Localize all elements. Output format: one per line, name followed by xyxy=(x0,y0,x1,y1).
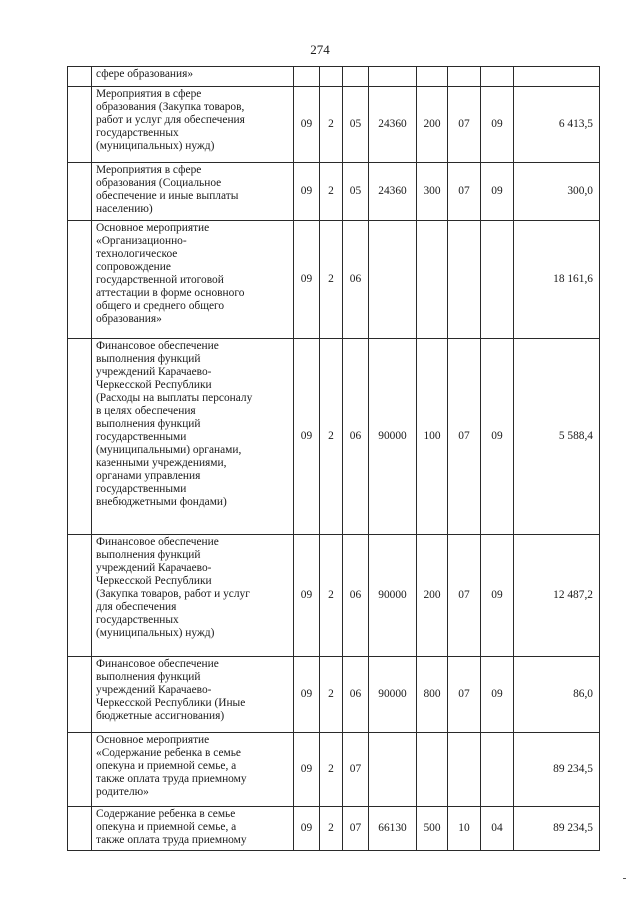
direction-code-cell: 90000 xyxy=(369,339,417,535)
expense-type-cell: 500 xyxy=(417,807,448,851)
item-name-cell: Мероприятия в сфере образования (Социальное обеспечение и иные выплаты населению) xyxy=(92,163,294,221)
item-name-cell: Содержание ребенка в семье опекуна и приемной семье, а также оплата труда приемному xyxy=(92,807,294,851)
ministry-code-cell: 09 xyxy=(294,221,320,339)
direction-code-cell: 24360 xyxy=(369,163,417,221)
item-name-cell: Основное мероприятие «Содержание ребенка в семье опекуна и приемной семье, а также оплата труда приемному родителю» xyxy=(92,733,294,807)
row-number-cell xyxy=(68,87,92,163)
main-activity-code-cell: 05 xyxy=(343,163,369,221)
ministry-code-cell: 09 xyxy=(294,339,320,535)
table-row xyxy=(68,807,600,851)
subsection-code-cell: 09 xyxy=(481,339,514,535)
amount-cell: 12 487,2 xyxy=(514,535,600,657)
table-row xyxy=(68,67,600,87)
expense-type-cell: 800 xyxy=(417,657,448,733)
row-number-cell xyxy=(68,221,92,339)
subprogram-code-cell: 2 xyxy=(320,339,343,535)
amount-cell: 89 234,5 xyxy=(514,733,600,807)
section-code-cell: 10 xyxy=(448,807,481,851)
section-code-cell: 07 xyxy=(448,657,481,733)
expense-type-cell xyxy=(417,733,448,807)
subprogram-code-cell: 2 xyxy=(320,535,343,657)
amount-cell: 300,0 xyxy=(514,163,600,221)
direction-code-cell: 24360 xyxy=(369,87,417,163)
item-name-cell: Финансовое обеспечение выполнения функций учреждений Карачаево- Черкесской Республики (Иные бюджетные ассигнования) xyxy=(92,657,294,733)
direction-code-cell: 66130 xyxy=(369,807,417,851)
ministry-code-cell: 09 xyxy=(294,807,320,851)
item-name-cell: Финансовое обеспечение выполнения функций учреждений Карачаево- Черкесской Республики (Закупка товаров, работ и услуг для обеспечения государственных (муниципальных) нужд) xyxy=(92,535,294,657)
row-number-cell xyxy=(68,657,92,733)
amount-cell: 5 588,4 xyxy=(514,339,600,535)
subprogram-code-cell xyxy=(320,67,343,87)
ministry-code-cell: 09 xyxy=(294,535,320,657)
main-activity-code-cell: 05 xyxy=(343,87,369,163)
subsection-code-cell xyxy=(481,67,514,87)
section-code-cell xyxy=(448,67,481,87)
subprogram-code-cell: 2 xyxy=(320,807,343,851)
main-activity-code-cell: 06 xyxy=(343,535,369,657)
expense-type-cell: 100 xyxy=(417,339,448,535)
table-row xyxy=(68,733,600,807)
ministry-code-cell: 09 xyxy=(294,657,320,733)
section-code-cell: 07 xyxy=(448,339,481,535)
expense-type-cell xyxy=(417,67,448,87)
subprogram-code-cell: 2 xyxy=(320,163,343,221)
amount-cell: 86,0 xyxy=(514,657,600,733)
item-name-cell: сфере образования» xyxy=(92,67,294,87)
main-activity-code-cell: 06 xyxy=(343,657,369,733)
amount-cell: 18 161,6 xyxy=(514,221,600,339)
ministry-code-cell xyxy=(294,67,320,87)
direction-code-cell: 90000 xyxy=(369,657,417,733)
amount-cell: 89 234,5 xyxy=(514,807,600,851)
main-activity-code-cell xyxy=(343,67,369,87)
subsection-code-cell: 09 xyxy=(481,87,514,163)
expense-type-cell: 200 xyxy=(417,535,448,657)
direction-code-cell xyxy=(369,733,417,807)
row-number-cell xyxy=(68,733,92,807)
subsection-code-cell: 04 xyxy=(481,807,514,851)
budget-table xyxy=(67,66,600,851)
main-activity-code-cell: 06 xyxy=(343,221,369,339)
main-activity-code-cell: 06 xyxy=(343,339,369,535)
row-number-cell xyxy=(68,535,92,657)
table-row xyxy=(68,163,600,221)
direction-code-cell: 90000 xyxy=(369,535,417,657)
row-number-cell xyxy=(68,163,92,221)
subsection-code-cell: 09 xyxy=(481,163,514,221)
amount-cell xyxy=(514,67,600,87)
subsection-code-cell xyxy=(481,733,514,807)
subsection-code-cell xyxy=(481,221,514,339)
page-number: 274 xyxy=(310,42,330,57)
amount-cell: 6 413,5 xyxy=(514,87,600,163)
section-code-cell xyxy=(448,733,481,807)
table-row xyxy=(68,87,600,163)
section-code-cell: 07 xyxy=(448,535,481,657)
table-row xyxy=(68,221,600,339)
expense-type-cell xyxy=(417,221,448,339)
main-activity-code-cell: 07 xyxy=(343,733,369,807)
scan-mark xyxy=(623,878,626,879)
table-row xyxy=(68,535,600,657)
subprogram-code-cell: 2 xyxy=(320,87,343,163)
expense-type-cell: 200 xyxy=(417,87,448,163)
ministry-code-cell: 09 xyxy=(294,87,320,163)
section-code-cell xyxy=(448,221,481,339)
section-code-cell: 07 xyxy=(448,87,481,163)
ministry-code-cell: 09 xyxy=(294,163,320,221)
item-name-cell: Мероприятия в сфере образования (Закупка товаров, работ и услуг для обеспечения государственных (муниципальных) нужд) xyxy=(92,87,294,163)
row-number-cell xyxy=(68,67,92,87)
item-name-cell: Финансовое обеспечение выполнения функций учреждений Карачаево- Черкесской Республики (Расходы на выплаты персоналу в целях обеспечения выполнения функций государственными (муниципальными) органами, казенными учреждениями, органами управления государственными внебюджетными фондами) xyxy=(92,339,294,535)
table-row xyxy=(68,657,600,733)
item-name-cell: Основное мероприятие «Организационно- технологическое сопровождение государственной итоговой аттестации в форме основного общего и среднего общего образования» xyxy=(92,221,294,339)
subprogram-code-cell: 2 xyxy=(320,221,343,339)
subprogram-code-cell: 2 xyxy=(320,657,343,733)
direction-code-cell xyxy=(369,67,417,87)
table-row xyxy=(68,339,600,535)
subsection-code-cell: 09 xyxy=(481,535,514,657)
row-number-cell xyxy=(68,807,92,851)
table-body xyxy=(68,67,600,851)
main-activity-code-cell: 07 xyxy=(343,807,369,851)
expense-type-cell: 300 xyxy=(417,163,448,221)
ministry-code-cell: 09 xyxy=(294,733,320,807)
row-number-cell xyxy=(68,339,92,535)
subsection-code-cell: 09 xyxy=(481,657,514,733)
direction-code-cell xyxy=(369,221,417,339)
subprogram-code-cell: 2 xyxy=(320,733,343,807)
section-code-cell: 07 xyxy=(448,163,481,221)
